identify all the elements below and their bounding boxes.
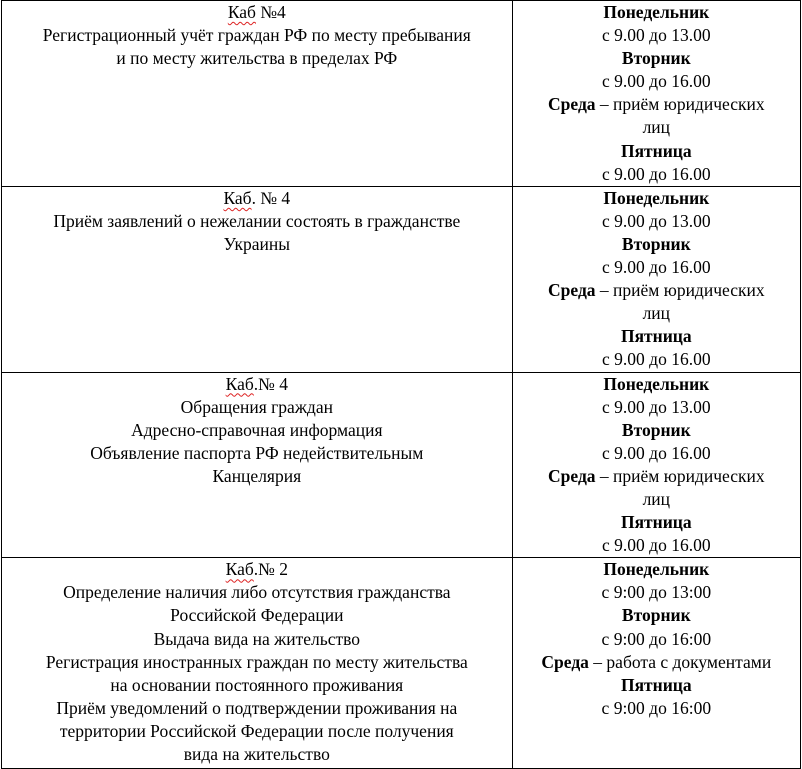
service-line: Определение наличия либо отсутствия гражданства	[63, 582, 451, 603]
service-line: вида на жительство	[183, 744, 330, 764]
service-line: и по месту жительства в пределах РФ	[116, 48, 398, 69]
table-row	[2, 558, 801, 769]
monday-hours: с 9:00 до 13:00	[601, 582, 712, 603]
monday-hours: с 9.00 до 13.00	[602, 25, 711, 46]
service-line: на основании постоянного проживания	[110, 674, 404, 695]
service-line: Украины	[223, 233, 290, 254]
wednesday-note: Среда – приём юридических	[548, 465, 765, 486]
service-line: Приём заявлений о нежелании состоять в гражданстве	[53, 210, 461, 231]
wednesday-note: Среда – приём юридических	[548, 94, 765, 115]
monday-hours: с 9.00 до 13.00	[602, 396, 711, 417]
room-label: Каб.№ 2	[225, 559, 288, 580]
friday-hours: с 9.00 до 16.00	[602, 163, 711, 184]
monday-label: Понедельник	[603, 373, 710, 394]
schedule-cell	[512, 558, 800, 769]
tuesday-label: Вторник	[621, 48, 691, 69]
table-row	[2, 372, 801, 558]
friday-hours: с 9.00 до 16.00	[602, 535, 711, 556]
service-line: Канцелярия	[212, 465, 302, 486]
service-cell	[2, 186, 513, 372]
friday-label: Пятница	[620, 512, 692, 533]
service-line: Объявление паспорта РФ недействительным	[90, 442, 424, 463]
monday-label: Понедельник	[603, 559, 710, 580]
schedule-table	[1, 0, 801, 769]
tuesday-hours: с 9:00 до 16:00	[601, 628, 712, 649]
monday-hours: с 9.00 до 13.00	[602, 210, 711, 231]
room-label: Каб. № 4	[223, 187, 291, 208]
tuesday-hours: с 9.00 до 16.00	[602, 257, 711, 278]
service-line: Выдача вида на жительство	[153, 628, 361, 649]
table-row	[2, 186, 801, 372]
tuesday-hours: с 9.00 до 16.00	[602, 442, 711, 463]
service-line: Российской Федерации	[170, 605, 344, 626]
service-cell	[2, 372, 513, 558]
service-cell	[2, 558, 513, 769]
service-line: Приём уведомлений о подтверждении проживания на	[56, 697, 458, 718]
service-line: Регистрация иностранных граждан по месту жительства	[45, 651, 468, 672]
monday-label: Понедельник	[603, 2, 710, 22]
service-line: Адресно-справочная информация	[131, 419, 383, 440]
table-row	[2, 1, 801, 187]
service-line: территории Российской Федерации после получения	[59, 720, 454, 741]
service-line: Обращения граждан	[180, 396, 333, 417]
room-label: Каб.№ 4	[225, 373, 288, 394]
tuesday-label: Вторник	[621, 605, 691, 626]
tuesday-hours: с 9.00 до 16.00	[602, 71, 711, 92]
tuesday-label: Вторник	[621, 419, 691, 440]
service-line: Регистрационный учёт граждан РФ по месту пребывания	[42, 25, 471, 46]
wednesday-note-cont: лиц	[642, 488, 671, 509]
service-cell	[2, 1, 513, 187]
friday-hours: с 9.00 до 16.00	[602, 349, 711, 370]
schedule-cell	[512, 1, 800, 187]
room-label: Каб №4	[227, 2, 286, 22]
wednesday-note: Среда – работа с документами	[541, 651, 772, 672]
friday-hours: с 9:00 до 16:00	[601, 697, 712, 718]
wednesday-note: Среда – приём юридических	[548, 280, 765, 301]
schedule-cell	[512, 372, 800, 558]
friday-label: Пятница	[620, 674, 692, 695]
wednesday-note-cont: лиц	[642, 303, 671, 324]
tuesday-label: Вторник	[621, 233, 691, 254]
wednesday-note-cont: лиц	[642, 117, 671, 138]
monday-label: Понедельник	[603, 187, 710, 208]
friday-label: Пятница	[620, 140, 692, 161]
friday-label: Пятница	[620, 326, 692, 347]
schedule-cell	[512, 186, 800, 372]
